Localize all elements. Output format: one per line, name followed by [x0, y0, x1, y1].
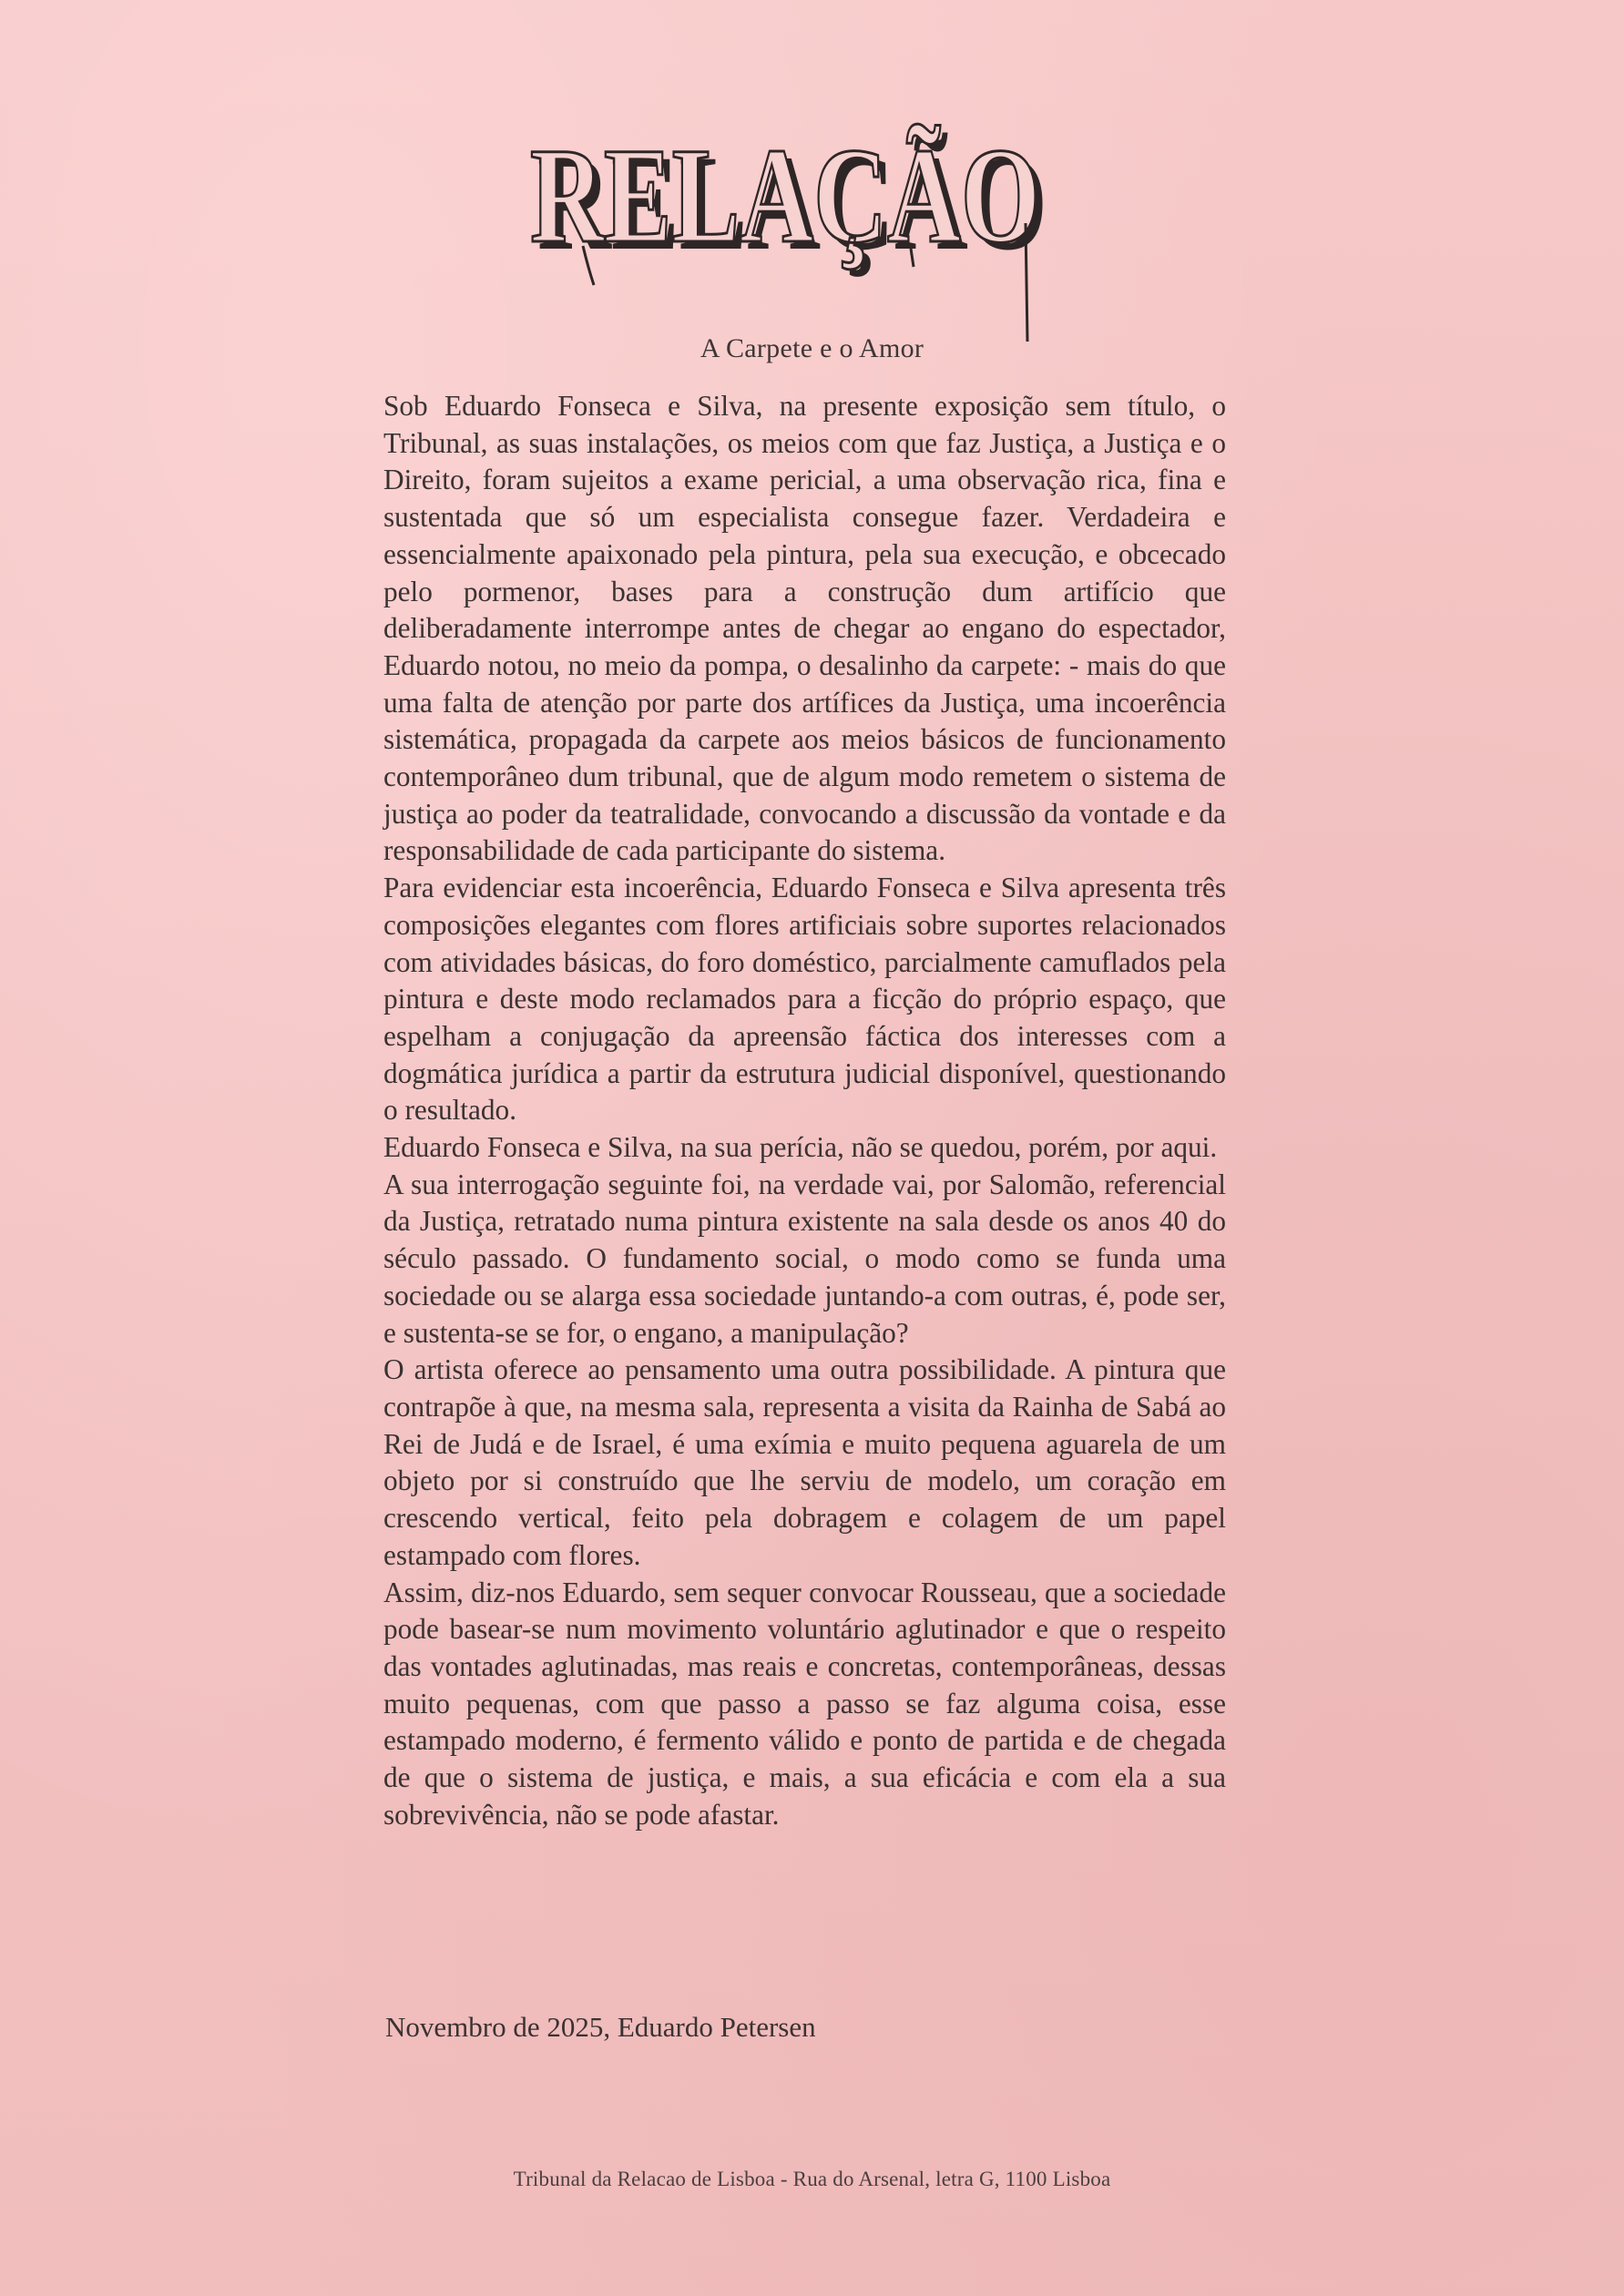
essay-paragraph: Assim, diz-nos Eduardo, sem sequer convocar Rousseau, que a sociedade pode basear-se num movimento voluntário aglutinador e que o respeito das vontades aglutinadas, mas reais e concretas, contemporâneas, dessas muito pequenas, com que passo a passo se faz alguma coisa, esse estampado moderno, é fermento válido e ponto de partida e de chegada de que o sistema de justiça, e mais, a sua eficácia e com ela a sua sobrevivência, não se pode afastar. [383, 1576, 1226, 1831]
footer-address: Tribunal da Relacao de Lisboa - Rua do Arsenal, letra G, 1100 Lisboa [513, 2168, 1111, 2190]
essay-subtitle: A Carpete e o Amor [700, 333, 924, 363]
relacao-logo-graphic [528, 87, 1075, 342]
essay-paragraph: Eduardo Fonseca e Silva, na sua perícia, não se quedou, porém, por aqui. [383, 1131, 1218, 1164]
logo-drip-3 [1026, 223, 1027, 342]
signature-date: Novembro de 2025, Eduardo Petersen [385, 2011, 816, 2043]
essay-paragraph: Sob Eduardo Fonseca e Silva, na presente exposição sem título, o Tribunal, as suas instalações, os meios com que faz Justiça, a Justiça e o Direito, foram sujeitos a exame pericial, a uma observação rica, fina e sustentada que só um especialista consegue fazer. Verdadeira e essencialmente apaixonado pela pintura, pela sua execução, e obcecado pelo pormenor, bases para a construção dum artifício que deliberadamente interrompe antes de chegar ao engano do espectador, Eduardo notou, no meio da pompa, o desalinho da carpete: - mais do que uma falta de atenção por parte dos artífices da Justiça, uma incoerência sistemática, propagada da carpete aos meios básicos de funcionamento contemporâneo dum tribunal, que de algum modo remetem o sistema de justiça ao poder da teatralidade, convocando a discussão da vontade e da responsabilidade de cada participante do sistema. [383, 390, 1226, 867]
essay-body [383, 388, 1226, 1833]
essay-paragraph: Para evidenciar esta incoerência, Eduardo Fonseca e Silva apresenta três composições elegantes com flores artificiais sobre suportes relacionados com atividades básicas, do foro doméstico, parcialmente camuflados pela pintura e deste modo reclamados para a ficção do próprio espaço, que espelham a conjugação da apreensão fáctica dos interesses com a dogmática jurídica a partir da estrutura judicial disponível, questionando o resultado. [383, 872, 1226, 1127]
essay-paragraph: O artista oferece ao pensamento uma outra possibilidade. A pintura que contrapõe à que, na mesma sala, representa a visita da Rainha de Sabá ao Rei de Judá e de Israel, é uma exímia e muito pequena aguarela de um objeto por si construído que lhe serviu de modelo, um coração em crescendo vertical, feito pela dobragem e colagem de um papel estampado com flores. [383, 1353, 1226, 1571]
logo-front: RELAÇÃO [530, 120, 1040, 271]
essay-paragraph: A sua interrogação seguinte foi, na verdade vai, por Salomão, referencial da Justiça, retratado numa pintura existente na sala desde os anos 40 do século passado. O fundamento social, o modo como se funda uma sociedade ou se alarga essa sociedade juntando-a com outras, é, pode ser, e sustenta-se se for, o engano, a manipulação? [383, 1168, 1226, 1349]
logo-shadow: RELAÇÃO [537, 128, 1047, 279]
relacao-logo [528, 87, 1075, 342]
